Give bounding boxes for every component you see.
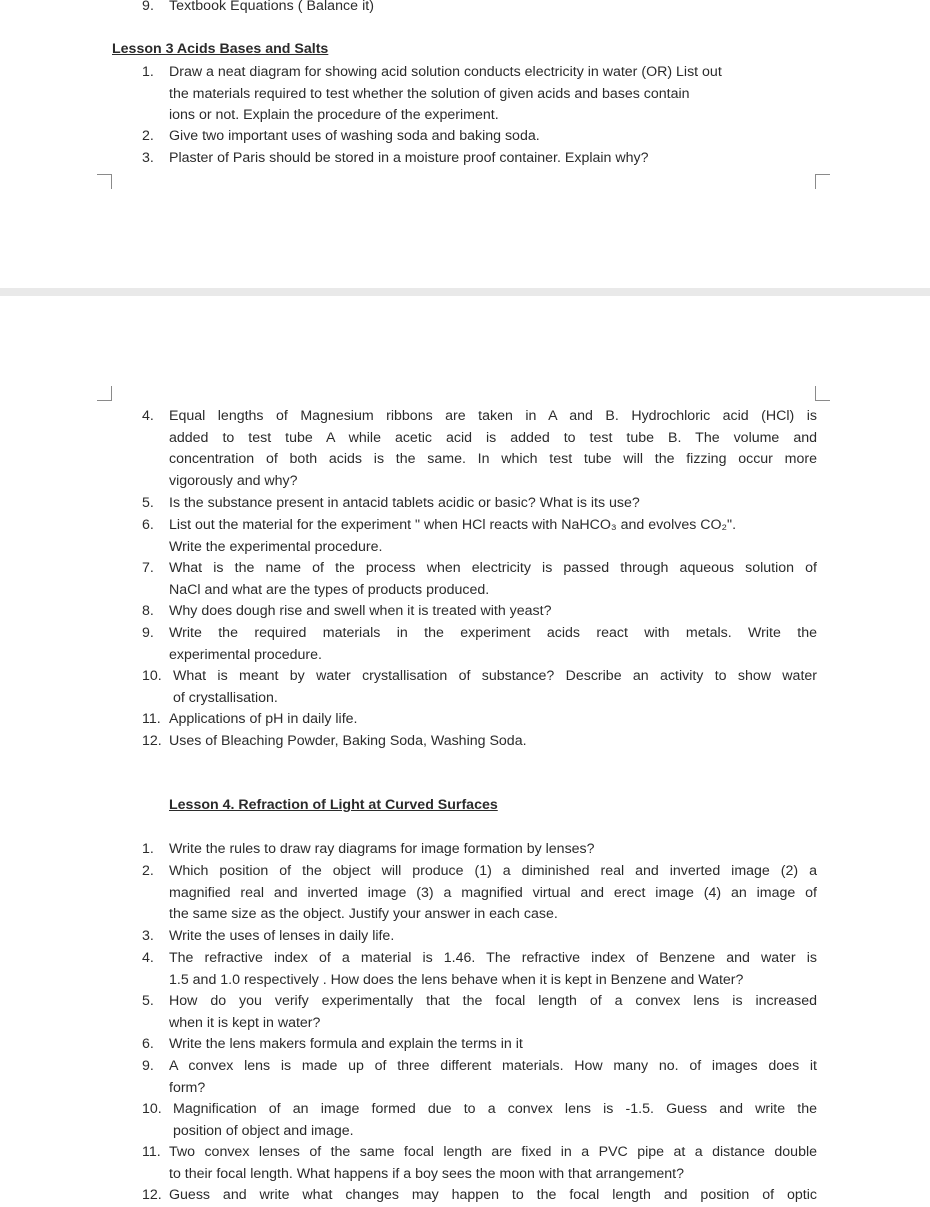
l3-q11-text: Applications of pH in daily life. xyxy=(169,711,358,727)
page-separator xyxy=(0,288,930,296)
crop-mark-top-left xyxy=(97,174,112,189)
top-item-number: 9. xyxy=(142,0,154,14)
l3-q12-number: 12. xyxy=(142,733,162,749)
document-page-1 xyxy=(0,0,930,288)
l3-q10-number: 10. xyxy=(142,668,162,684)
l3-q3-text: Plaster of Paris should be stored in a moisture proof container. Explain why? xyxy=(169,150,649,166)
l4-q11-number: 11. xyxy=(142,1144,161,1160)
l3-q9-number: 9. xyxy=(142,625,154,641)
lesson4-title: Lesson 4. Refraction of Light at Curved Surfaces xyxy=(169,797,498,813)
l3-q4-text: Equal lengths of Magnesium ribbons are taken in A and B. Hydrochloric acid (HCl) is added to test tube A while acetic acid is added to test tube B. The volume and concentration of both acids is the same. In which test tube will the fizzing occur more vigorously and why? xyxy=(169,408,817,489)
l3-q9-text: Write the required materials in the experiment acids react with metals. Write the experimental procedure. xyxy=(169,625,817,663)
l4-q10-number: 10. xyxy=(142,1101,162,1117)
crop-mark-bottom-left xyxy=(97,386,112,401)
l3-q7-number: 7. xyxy=(142,560,154,576)
l3-q8-number: 8. xyxy=(142,603,154,619)
l3-q3-number: 3. xyxy=(142,150,154,166)
l4-q10-text: Magnification of an image formed due to a convex lens is -1.5. Guess and write the position of object and image. xyxy=(173,1101,817,1139)
l3-q7-text: What is the name of the process when electricity is passed through aqueous solution of NaCl and what are the types of products produced. xyxy=(169,560,817,598)
l4-q3-text: Write the uses of lenses in daily life. xyxy=(169,928,395,944)
l4-q1-number: 1. xyxy=(142,841,154,857)
l3-q8-text: Why does dough rise and swell when it is treated with yeast? xyxy=(169,603,552,619)
l4-q11-text: Two convex lenses of the same focal length are fixed in a PVC pipe at a distance double to their focal length. What happens if a boy sees the moon with that arrangement? xyxy=(169,1144,817,1182)
l3-q2-number: 2. xyxy=(142,128,154,144)
l3-q2-text: Give two important uses of washing soda and baking soda. xyxy=(169,128,540,144)
l3-q11-number: 11. xyxy=(142,711,161,727)
l4-q2-number: 2. xyxy=(142,863,154,879)
l4-q4-number: 4. xyxy=(142,950,154,966)
l3-q6-number: 6. xyxy=(142,517,154,533)
l4-q6-text: Write the lens makers formula and explain the terms in it xyxy=(169,1036,523,1052)
l3-q1-number: 1. xyxy=(142,64,154,80)
crop-mark-bottom-right xyxy=(815,386,830,401)
l4-q3-number: 3. xyxy=(142,928,154,944)
l3-q5-text: Is the substance present in antacid tablets acidic or basic? What is its use? xyxy=(169,495,640,511)
l4-q4-text: The refractive index of a material is 1.46. The refractive index of Benzene and water is 1.5 and 1.0 respectively . How does the lens behave when it is kept in Benzene and Water? xyxy=(169,950,817,988)
l4-q9-number: 9. xyxy=(142,1058,154,1074)
l3-q6-text: List out the material for the experiment " when HCl reacts with NaHCO₃ and evolves CO₂". Write the experimental procedure. xyxy=(169,517,737,555)
l4-q2-text: Which position of the object will produce (1) a diminished real and inverted image (2) a magnified real and inverted image (3) a magnified virtual and erect image (4) an image of the same size as the object. Justify your answer in each case. xyxy=(169,863,817,922)
crop-mark-top-right xyxy=(815,174,830,189)
top-item-text: Textbook Equations ( Balance it) xyxy=(169,0,375,14)
lesson3-title: Lesson 3 Acids Bases and Salts xyxy=(112,41,329,57)
l4-q1-text: Write the rules to draw ray diagrams for image formation by lenses? xyxy=(169,841,595,857)
l4-q12-text: Guess and write what changes may happen to the focal length and position of optic xyxy=(169,1187,817,1203)
l4-q9-text: A convex lens is made up of three different materials. How many no. of images does it form? xyxy=(169,1058,817,1096)
l4-q12-number: 12. xyxy=(142,1187,162,1203)
document-page-2 xyxy=(0,296,930,1203)
l3-q1-text: Draw a neat diagram for showing acid solution conducts electricity in water (OR) List out the materials required to test whether the solution of given acids and bases contain ions or not. Explain the procedure of the experiment. xyxy=(169,64,722,123)
l3-q4-number: 4. xyxy=(142,408,154,424)
l3-q5-number: 5. xyxy=(142,495,154,511)
l4-q5-text: How do you verify experimentally that the focal length of a convex lens is increased when it is kept in water? xyxy=(169,993,817,1031)
l3-q12-text: Uses of Bleaching Powder, Baking Soda, Washing Soda. xyxy=(169,733,527,749)
l3-q10-text: What is meant by water crystallisation of substance? Describe an activity to show water of crystallisation. xyxy=(173,668,817,706)
l4-q5-number: 5. xyxy=(142,993,154,1009)
l4-q6-number: 6. xyxy=(142,1036,154,1052)
